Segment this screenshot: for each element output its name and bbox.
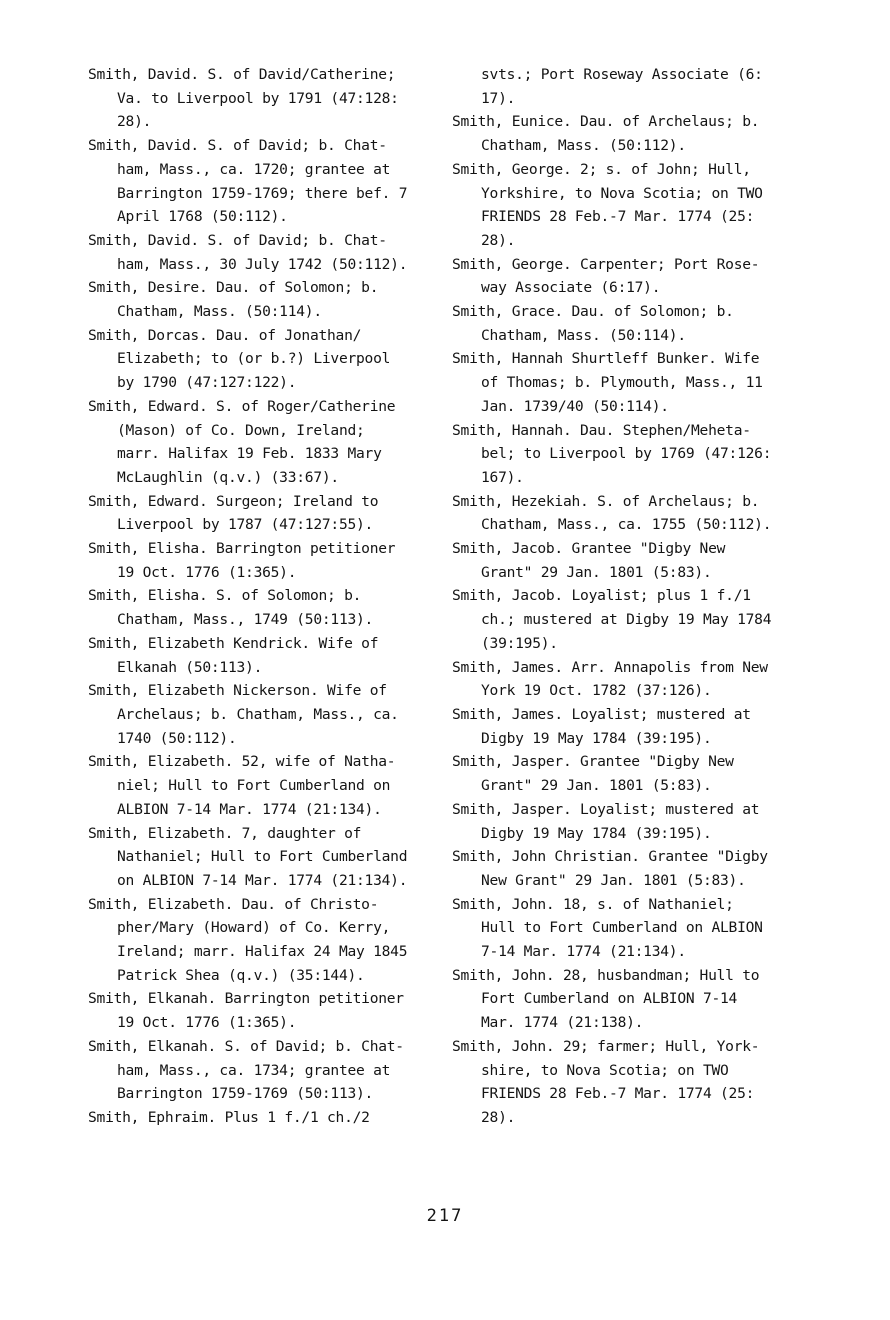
index-entry: Smith, Elisha. S. of Solomon; b. Chatham, Mass., 1749 (50:113). — [88, 587, 374, 629]
index-entry: Smith, Jasper. Loyalist; mustered at Digby 19 May 1784 (39:195). — [452, 800, 760, 842]
page-number: 217 — [426, 1206, 464, 1226]
index-entry: Smith, Elizabeth Kendrick. Wife of Elkanah (50:113). — [88, 634, 379, 676]
index-entry: Smith, George. 2; s. of John; Hull, Yorkshire, to Nova Scotia; on TWO FRIENDS 28 Feb.-7 Mar. 1774 (25: 28). — [452, 160, 763, 249]
index-entry: Smith, Grace. Dau. of Solomon; b. Chatham, Mass. (50:114). — [452, 303, 734, 344]
left-column — [88, 63, 436, 1130]
index-entry: Smith, Desire. Dau. of Solomon; b. Chatham, Mass. (50:114). — [88, 279, 379, 321]
index-entry: Smith, Ephraim. Plus 1 f./1 ch./2 — [88, 1108, 370, 1126]
index-entry: Smith, Elizabeth. Dau. of Christo- pher/Mary (Howard) of Co. Kerry, Ireland; marr. Halifax 24 May 1845 Patrick Shea (q.v.) (35:144). — [88, 895, 408, 984]
index-entry: Smith, Elizabeth Nickerson. Wife of Archelaus; b. Chatham, Mass., ca. 1740 (50:112). — [88, 682, 399, 747]
index-entry: Smith, Elisha. Barrington petitioner 19 Oct. 1776 (1:365). — [88, 540, 396, 581]
continued-entry: svts.; Port Roseway Associate (6: 17). — [481, 66, 763, 107]
index-entry: Smith, Eunice. Dau. of Archelaus; b. Chatham, Mass. (50:112). — [452, 113, 760, 155]
index-entry: Smith, Elizabeth. 7, daughter of Nathaniel; Hull to Fort Cumberland on ALBION 7-14 Mar. 1774 (21:134). — [88, 824, 408, 889]
index-entry: Smith, Jasper. Grantee "Digby New Grant" 29 Jan. 1801 (5:83). — [452, 753, 734, 795]
index-entry: Smith, Elkanah. S. of David; b. Chat- ham, Mass., ca. 1734; grantee at Barrington 1759-1769 (50:113). — [88, 1037, 404, 1103]
index-entry: Smith, John. 29; farmer; Hull, York- shire, to Nova Scotia; on TWO FRIENDS 28 Feb.-7 Mar. 1774 (25: 28). — [452, 1037, 760, 1126]
index-entry: Smith, Elizabeth. 52, wife of Natha- niel; Hull to Fort Cumberland on ALBION 7-14 Mar. 1774 (21:134). — [88, 753, 396, 818]
index-entry: Smith, Dorcas. Dau. of Jonathan/ Elizabeth; to (or b.?) Liverpool by 1790 (47:127:122). — [88, 326, 391, 392]
index-entry: Smith, George. Carpenter; Port Rose- way Associate (6:17). — [452, 255, 760, 297]
index-entry: Smith, Elkanah. Barrington petitioner 19 Oct. 1776 (1:365). — [88, 990, 404, 1032]
index-entry: Smith, David. S. of David; b. Chat- ham, Mass., 30 July 1742 (50:112). — [88, 231, 408, 273]
index-entry: Smith, John. 18, s. of Nathaniel; Hull to Fort Cumberland on ALBION 7-14 Mar. 1774 (21:134). — [452, 895, 763, 961]
index-entry: Smith, Hezekiah. S. of Archelaus; b. Chatham, Mass., ca. 1755 (50:112). — [452, 492, 772, 534]
index-entry: Smith, Hannah. Dau. Stephen/Meheta- bel; to Liverpool by 1769 (47:126: 167). — [452, 421, 772, 486]
index-entry: Smith, Edward. S. of Roger/Catherine (Mason) of Co. Down, Ireland; marr. Halifax 19 Feb. 1833 Mary McLaughlin (q.v.) (33:67). — [88, 397, 396, 486]
index-entry: Smith, Jacob. Loyalist; plus 1 f./1 ch.; mustered at Digby 19 May 1784 (39:195). — [452, 587, 772, 652]
index-entry: Smith, James. Arr. Annapolis from New York 19 Oct. 1782 (37:126). — [452, 658, 768, 700]
index-entry: Smith, David. S. of David/Catherine; Va. to Liverpool by 1791 (47:128: 28). — [88, 66, 399, 131]
index-entry: Smith, Edward. Surgeon; Ireland to Liverpool by 1787 (47:127:55). — [88, 492, 379, 534]
index-entry: Smith, David. S. of David; b. Chat- ham, Mass., ca. 1720; grantee at Barrington 1759-1769; there bef. 7 April 1768 (50:112). — [88, 137, 408, 226]
right-column — [452, 63, 802, 1130]
index-entry: Smith, John. 28, husbandman; Hull to Fort Cumberland on ALBION 7-14 Mar. 1774 (21:138). — [452, 966, 760, 1032]
index-entry: Smith, James. Loyalist; mustered at Digby 19 May 1784 (39:195). — [452, 705, 751, 747]
index-entry: Smith, Hannah Shurtleff Bunker. Wife of Thomas; b. Plymouth, Mass., 11 Jan. 1739/40 (50:114). — [452, 350, 763, 415]
index-entry: Smith, Jacob. Grantee "Digby New Grant" 29 Jan. 1801 (5:83). — [452, 540, 726, 581]
index-entry: Smith, John Christian. Grantee "Digby New Grant" 29 Jan. 1801 (5:83). — [452, 848, 768, 889]
